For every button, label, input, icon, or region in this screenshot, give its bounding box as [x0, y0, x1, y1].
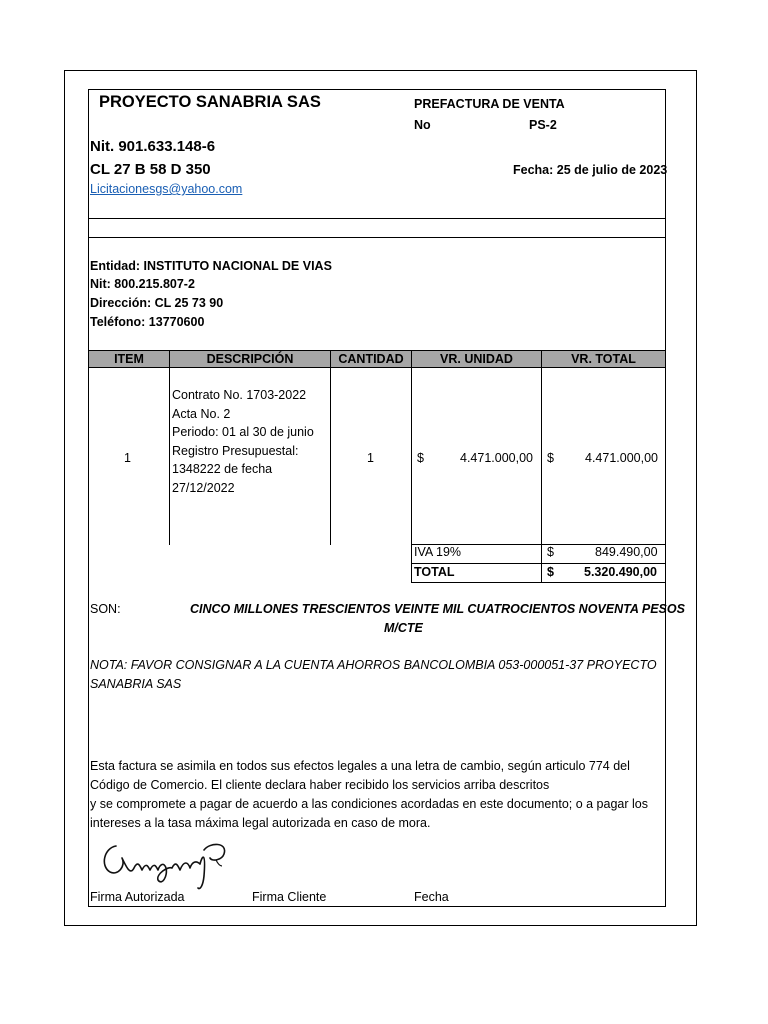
authorized-signature-label: Firma Autorizada: [90, 890, 185, 904]
amount-in-words-label: SON:: [90, 602, 121, 616]
description-line: Periodo: 01 al 30 de junio: [172, 425, 314, 439]
header-divider-1: [88, 218, 666, 219]
legal-text-line2: Código de Comercio. El cliente declara haber recibido los servicios arriba descritos: [90, 778, 550, 792]
company-nit: Nit. 901.633.148-6: [90, 138, 216, 155]
col-header-total-value: VR. TOTAL: [541, 350, 666, 368]
table-divider: [411, 582, 666, 583]
row-total-value: 4.471.000,00: [585, 451, 658, 465]
authorized-signature: [96, 836, 236, 896]
document-type: PREFACTURA DE VENTA: [414, 97, 565, 111]
grand-total-currency-symbol: $: [547, 565, 554, 579]
client-address: Dirección: CL 25 73 90: [90, 296, 224, 310]
payment-note-line2: SANABRIA SAS: [90, 677, 182, 691]
row-item-number: 1: [124, 451, 131, 465]
document-number-label: No: [414, 118, 431, 132]
document-number: PS-2: [529, 118, 557, 132]
client-entity: Entidad: INSTITUTO NACIONAL DE VIAS: [90, 259, 332, 273]
col-header-item: ITEM: [88, 350, 170, 368]
col-header-description: DESCRIPCIÓN: [169, 350, 331, 368]
table-divider: [169, 368, 170, 545]
amount-in-words-line2: M/CTE: [384, 621, 423, 635]
table-divider: [411, 563, 666, 564]
company-address: CL 27 B 58 D 350: [90, 161, 211, 178]
legal-text-line1: Esta factura se asimila en todos sus efectos legales a una letra de cambio, según articulo 774 del: [90, 759, 630, 773]
description-line: 1348222 de fecha: [172, 462, 273, 476]
col-header-unit-value: VR. UNIDAD: [411, 350, 542, 368]
date-signature-label: Fecha: [414, 890, 449, 904]
row-quantity: 1: [367, 451, 374, 465]
client-signature-label: Firma Cliente: [252, 890, 327, 904]
description-line: 27/12/2022: [172, 480, 235, 495]
legal-text-line4: intereses a la tasa máxima legal autorizada en caso de mora.: [90, 816, 431, 830]
row-description: [172, 388, 314, 499]
total-label: TOTAL: [414, 565, 455, 579]
header-divider-2: [88, 237, 666, 238]
client-phone: Teléfono: 13770600: [90, 315, 205, 329]
grand-total-value: 5.320.490,00: [584, 565, 657, 579]
client-nit: Nit: 800.215.807-2: [90, 277, 195, 291]
legal-text-line3: y se compromete a pagar de acuerdo a las condiciones acordadas en este documento; o a pagar los: [90, 797, 648, 811]
total-currency-symbol: $: [547, 451, 554, 465]
company-name: PROYECTO SANABRIA SAS: [99, 93, 321, 111]
iva-label: IVA 19%: [414, 545, 462, 559]
iva-value: 849.490,00: [595, 545, 658, 559]
col-header-quantity: CANTIDAD: [330, 350, 412, 368]
iva-currency-symbol: $: [547, 545, 554, 559]
amount-in-words-line1: CINCO MILLONES TRESCIENTOS VEINTE MIL CUATROCIENTOS NOVENTA PESOS: [190, 602, 685, 616]
description-line: Contrato No. 1703-2022: [172, 388, 307, 402]
payment-note-line1: NOTA: FAVOR CONSIGNAR A LA CUENTA AHORROS BANCOLOMBIA 053-000051-37 PROYECTO: [90, 658, 657, 672]
invoice-date: Fecha: 25 de julio de 2023: [513, 163, 668, 177]
table-divider: [541, 368, 542, 582]
description-line: Acta No. 2: [172, 406, 231, 421]
company-email-link[interactable]: Licitacionesgs@yahoo.com: [90, 182, 243, 196]
table-divider: [330, 368, 331, 545]
row-unit-value: 4.471.000,00: [460, 451, 533, 465]
unit-currency-symbol: $: [417, 451, 424, 465]
table-divider: [665, 368, 666, 582]
table-divider: [411, 368, 412, 582]
description-line: Registro Presupuestal:: [172, 443, 299, 458]
